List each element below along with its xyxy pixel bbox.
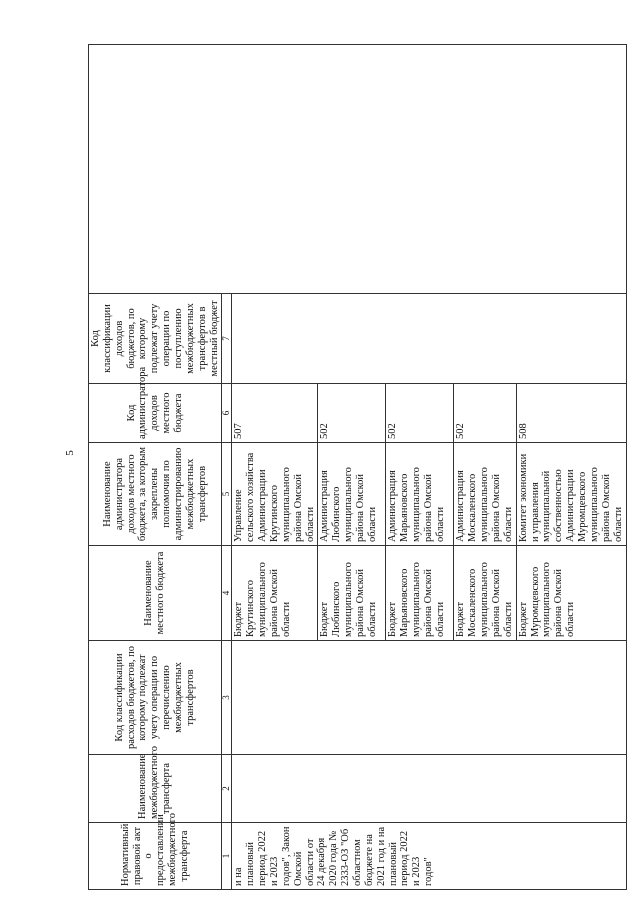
column-number: 4: [222, 546, 232, 641]
administrator-name-cell: Администрация Марьяновского муниципального района Омской области: [386, 443, 454, 546]
header-administrator-name: Наименование администратора доходов местного бюджета, за которым закреплены полномочия по администрированию межбюджетных трансфертов: [89, 443, 222, 546]
transfer-name-cell: [232, 755, 626, 823]
administrator-code-cell: 507: [232, 384, 318, 443]
budget-name-cell: Бюджет Москаленского муниципального района Омской области: [454, 546, 516, 641]
empty-area: [89, 45, 627, 294]
administrator-code-cell: 502: [386, 384, 454, 443]
income-code-cell: [232, 294, 626, 384]
expense-code-cell: [232, 641, 626, 755]
column-number: 7: [222, 294, 232, 384]
header-income-code: Код классификации доходов бюджетов, по которому подлежат учету операции по поступлению межбюджетных трансфертов в местный бюджет: [89, 294, 222, 384]
administrator-name-cell: Администрация Москаленского муниципального района Омской области: [454, 443, 516, 546]
header-expense-code: Код классификации расходов бюджетов, по которому подлежат учету операции по перечислению межбюджетных трансфертов: [89, 641, 222, 755]
column-number: 2: [222, 755, 232, 823]
budget-name-cell: Бюджет Муромцевского муниципального района Омской области: [516, 546, 626, 641]
column-number: 6: [222, 384, 232, 443]
transfers-table: [88, 44, 627, 890]
administrator-name-cell: Комитет экономики и управления муниципальной собственностью Администрации Муромцевского муниципального района Омской области: [516, 443, 626, 546]
column-number: 1: [222, 823, 232, 890]
administrator-name-cell: Управление сельского хозяйства Администрации Крутинского муниципального района Омской области: [232, 443, 318, 546]
header-transfer-name: Наименование межбюджетного трансферта: [89, 755, 222, 823]
header-administrator-code: Код администратора доходов местного бюджета: [89, 384, 222, 443]
legal-act-cell: и на плановый период 2022 и 2023 годов", Закон Омской области от 24 декабря 2020 года № 2333-ОЗ "Об областном бюджете на 2021 год и на плановый период 2022 и 2023 годов": [232, 823, 626, 890]
column-number: 5: [222, 443, 232, 546]
rotated-table-wrapper: [88, 45, 624, 890]
header-budget-name: Наименование местного бюджета: [89, 546, 222, 641]
budget-name-cell: Бюджет Марьяновского муниципального района Омской области: [386, 546, 454, 641]
budget-name-cell: Бюджет Крутинского муниципального района Омской области: [232, 546, 318, 641]
administrator-code-cell: 508: [516, 384, 626, 443]
administrator-name-cell: Администрация Любинского муниципального района Омской области: [318, 443, 386, 546]
column-number: 3: [222, 641, 232, 755]
header-legal-act: Нормативный правовой акт о предоставлении межбюджетного трансферта: [89, 823, 222, 890]
header-row: [89, 45, 222, 890]
administrator-code-cell: 502: [318, 384, 386, 443]
budget-name-cell: Бюджет Любинского муниципального района Омской области: [318, 546, 386, 641]
administrator-code-cell: 502: [454, 384, 516, 443]
page-number: 5: [64, 450, 76, 456]
